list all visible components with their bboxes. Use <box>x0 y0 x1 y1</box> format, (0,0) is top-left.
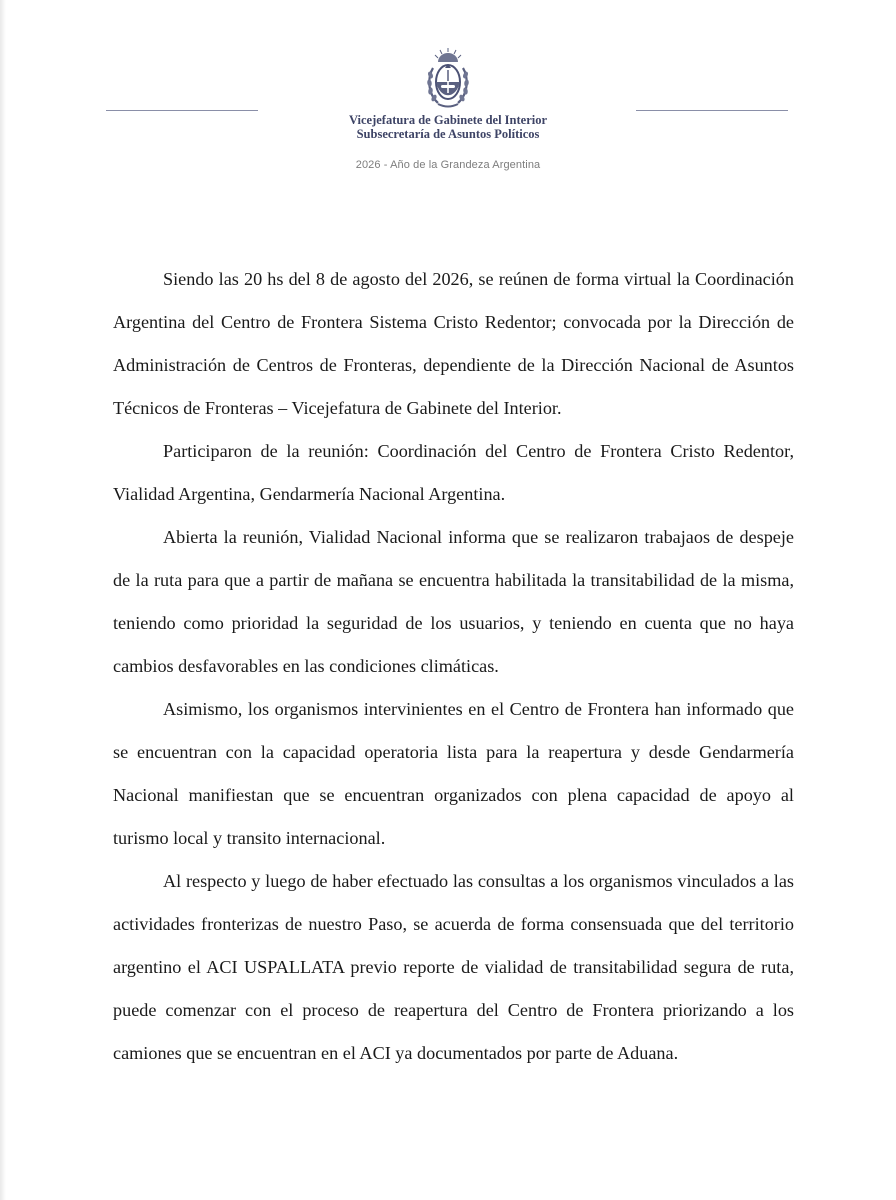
paragraph-2: Participaron de la reunión: Coordinación del Centro de Frontera Cristo Redentor, Vialidad Argentina, Gendarmería Nacional Argentina. <box>113 441 794 504</box>
year-motto: 2026 - Año de la Grandeza Argentina <box>355 159 541 171</box>
paragraph-4: Asimismo, los organismos intervinientes en el Centro de Frontera han informado que se encuentran con la capacidad operatoria lista para la reapertura y desde Gendarmería Nacional manifiestan que se encuentran organizados con plena capacidad de apoyo al turismo local y transito internacional. <box>113 699 794 848</box>
paragraph-5: Al respecto y luego de haber efectuado las consultas a los organismos vinculados a las actividades fronterizas de nuestro Paso, se acuerda de forma consensuada que del territorio argentino el ACI USPALLATA previo reporte de vialidad de transitabilidad segura de ruta, puede comenzar con el proceso de reapertura del Centro de Frontera priorizando a los camiones que se encuentran en el ACI ya documentados por parte de Aduana. <box>113 871 794 1063</box>
header-rule-right <box>636 110 788 111</box>
letterhead <box>0 0 896 190</box>
paragraph-3: Abierta la reunión, Vialidad Nacional informa que se realizaron trabajaos de despeje de la ruta para que a partir de mañana se encuentra habilitada la transitabilidad de la misma, teniendo como prioridad la seguridad de los usuarios, y teniendo en cuenta que no haya cambios desfavorables en las condiciones climáticas. <box>113 527 794 676</box>
paragraph-1: Siendo las 20 hs del 8 de agosto del 2026, se reúnen de forma virtual la Coordinación Argentina del Centro de Frontera Sistema Cristo Redentor; convocada por la Dirección de Administración de Centros de Fronteras, dependiente de la Dirección Nacional de Asuntos Técnicos de Fronteras – Vicejefatura de Gabinete del Interior. <box>113 269 794 418</box>
header-rule-left <box>106 110 258 111</box>
argentina-coat-of-arms-icon <box>424 48 472 110</box>
organization-name <box>300 113 596 141</box>
org-line-1: Vicejefatura de Gabinete del Interior <box>348 113 548 127</box>
document-body <box>113 258 794 1075</box>
org-line-2: Subsecretaría de Asuntos Políticos <box>356 127 540 141</box>
